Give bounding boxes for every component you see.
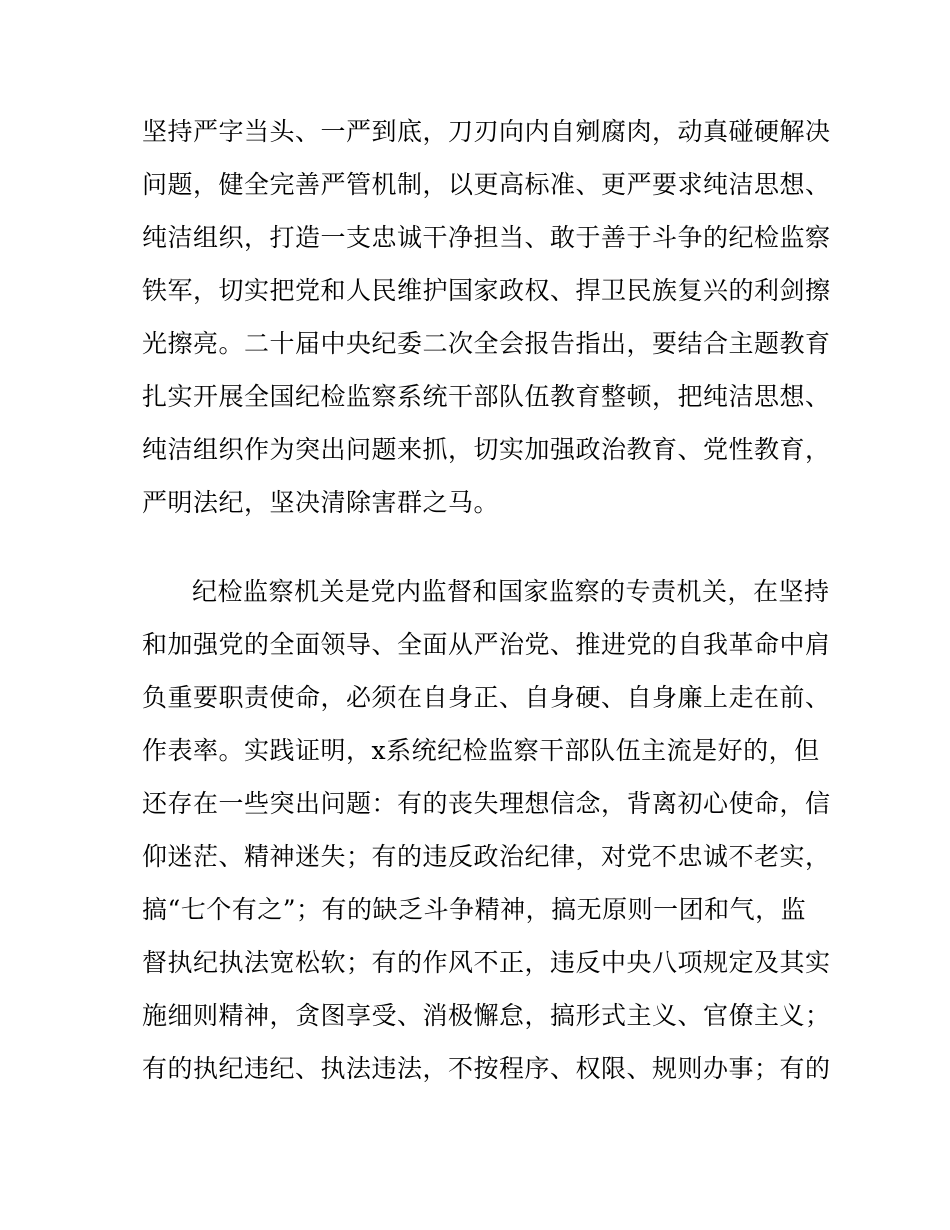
paragraph-2-line: 搞“七个有之”；有的缺乏斗争精神，搞无原则一团和气，监 xyxy=(142,895,807,924)
paragraph-2-line: 仰迷茫、精神迷失；有的违反政治纪律，对党不忠诚不老实， xyxy=(142,842,831,871)
paragraph-1-line: 纯洁组织，打造一支忠诚干净担当、敢于善于斗争的纪检监察 xyxy=(142,223,831,252)
paragraph-1-line: 光擦亮。二十届中央纪委二次全会报告指出，要结合主题教育 xyxy=(142,329,831,358)
paragraph-2-line: 负重要职责使命，必须在自身正、自身硬、自身廉上走在前、 xyxy=(142,683,831,712)
paragraph-2-line: 施细则精神，贪图享受、消极懈怠，搞形式主义、官僚主义； xyxy=(142,1001,831,1030)
paragraph-1-line: 铁军，切实把党和人民维护国家政权、捍卫民族复兴的利剑擦 xyxy=(142,276,831,305)
paragraph-2 xyxy=(142,565,831,1095)
paragraph-1-line: 扎实开展全国纪检监察系统干部队伍教育整顿，把纯洁思想、 xyxy=(142,382,831,411)
paragraph-2-line: 督执纪执法宽松软；有的作风不正，违反中央八项规定及其实 xyxy=(142,948,831,977)
paragraph-1-line: 严明法纪，坚决清除害群之马。 xyxy=(142,488,500,517)
paragraph-2-line: 和加强党的全面领导、全面从严治党、推进党的自我革命中肩 xyxy=(142,630,831,659)
paragraph-1-line: 纯洁组织作为突出问题来抓，切实加强政治教育、党性教育， xyxy=(142,435,831,464)
paragraph-2-line: 纪检监察机关是党内监督和国家监察的专责机关，在坚持 xyxy=(192,577,830,606)
paragraph-2-line: 有的执纪违纪、执法违法，不按程序、权限、规则办事；有的 xyxy=(142,1054,831,1083)
paragraph-1-line: 坚持严字当头、一严到底，刀刃向内自剜腐肉，动真碰硬解决 xyxy=(142,117,831,146)
paragraph-2-line: 还存在一些突出问题：有的丧失理想信念，背离初心使命，信 xyxy=(142,789,831,818)
paragraph-1 xyxy=(142,105,831,529)
paragraph-2-line: 作表率。实践证明，x系统纪检监察干部队伍主流是好的，但 xyxy=(142,736,820,765)
paragraph-1-line: 问题，健全完善严管机制，以更高标准、更严要求纯洁思想、 xyxy=(142,170,831,199)
